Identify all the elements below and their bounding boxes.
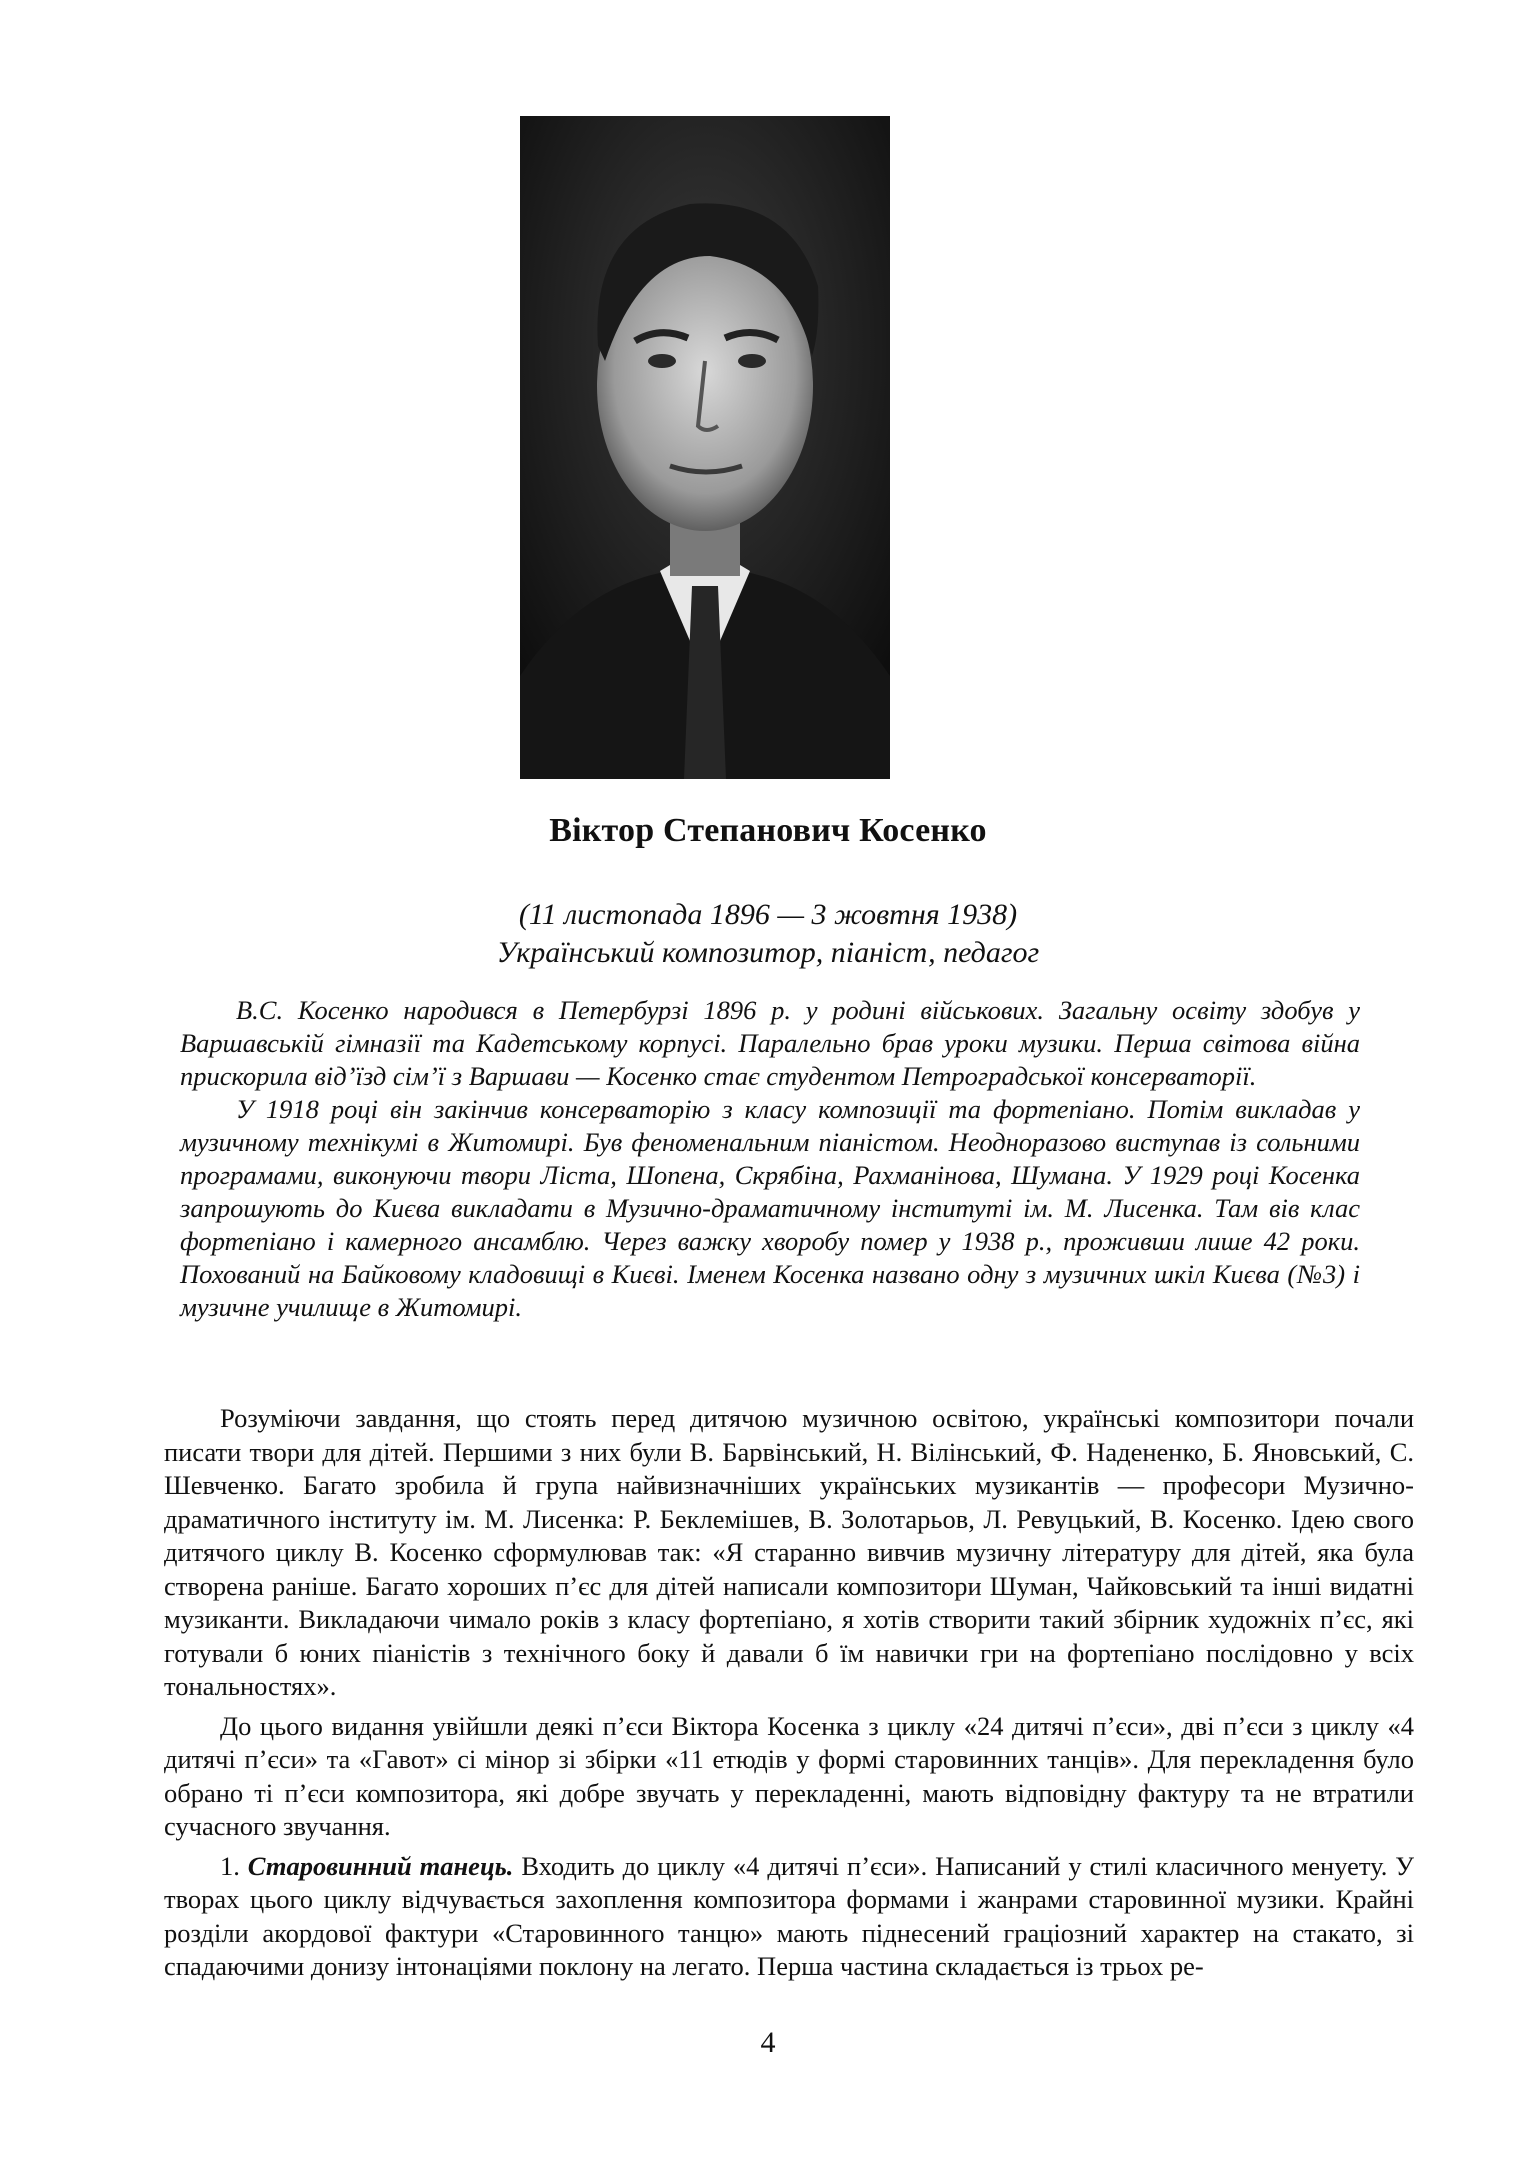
body-paragraph: До цього видання увійшли деякі п’єси Віктора Косенка з циклу «24 дитячі п’єси», дві п’єси з циклу «4 дитячі п’єси» та «Гавот» сі мінор зі збірки «11 етюдів у формі старовинних танців». Для перекладення було обрано ті п’єси композитора, які добре звучать у перекладенні, мають відповідну фактуру та не втратили сучасного звучання. — [164, 1710, 1414, 1841]
body-paragraph-piece-1 — [164, 1850, 1414, 1984]
piece-description: Входить до циклу «4 дитячі п’єси». Написаний у стилі класичного менуету. У творах цього циклу відчувається захоплення композитора формами і жанрами старовинної музики. Крайні розділи акордової фактури «Старовинного танцю» мають піднесений граціозний характер на стакато, зі спадаючими донизу інтонаціями поклону на легато. Перша частина складається із трьох ре- — [164, 1850, 1415, 1981]
body-paragraph: Розуміючи завдання, що стоять перед дитячою музичною освітою, українські композитори почали писати твори для дітей. Першими з них були В. Барвінський, Н. Вілінський, Ф. Надененко, Б. Яновський, С. Шевченко. Багато зробила й група найвизначніших українських музикантів — професори Музично-драматичного інституту ім. М. Лисенка: Р. Беклемішев, В. Золотарьов, Л. Ревуцький, В. Косенко. Ідею свого дитячого циклу В. Косенко сформулював так: «Я старанно вивчив музичну літературу для дітей, яка була створена раніше. Багато хороших п’єс для дітей написали композитори Шуман, Чайковський та інші видатні музиканти. Викладаючи чимало років з класу фортепіано, я хотів створити такий збірник художніх п’єс, які готували б юних піаністів з технічного боку й давали б їм навички гри на фортепіано послідовно у всіх тональностях». — [164, 1403, 1414, 1701]
composer-role: Український композитор, піаніст, педагог — [496, 936, 1040, 969]
biography — [180, 994, 1360, 1324]
life-dates: (11 листопада 1896 — 3 жовтня 1938) — [518, 898, 1018, 931]
bio-paragraph: У 1918 році він закінчив консерваторію з класу композиції та фортепіано. Потім викладав у музичному технікумі в Житомирі. Був феноменальним піаністом. Неодноразово виступав із сольними програмами, виконуючи твори Ліста, Шопена, Скрябіна, Рахманінова, Шумана. У 1929 році Косенка запрошують до Києва викладати в Музично-драматичному інституті ім. М. Лисенка. Там вів клас фортепіано і камерного ансамблю. Через важку хворобу помер у 1938 р., проживши лише 42 роки. Похований на Байковому кладовищі в Києві. Іменем Косенка названо одну з музичних шкіл Києва (№3) і музичне училище в Житомирі. — [180, 1094, 1360, 1322]
piece-title: Старовинний танець. — [247, 1850, 514, 1881]
main-text — [164, 1402, 1414, 1990]
composer-name: Віктор Степанович Косенко — [549, 812, 987, 849]
page-number: 4 — [760, 2026, 776, 2059]
piece-number: 1. — [220, 1850, 240, 1881]
bio-paragraph: В.С. Косенко народився в Петербурзі 1896 р. у родині військових. Загальну освіту здобув у Варшавській гімназії та Кадетському корпусі. Паралельно брав уроки музики. Перша світова війна прискорила від’їзд сім’ї з Варшави — Косенко стає студентом Петроградської консерваторії. — [180, 995, 1360, 1091]
portrait-photo-icon — [520, 116, 890, 779]
portrait-photo — [520, 116, 890, 779]
